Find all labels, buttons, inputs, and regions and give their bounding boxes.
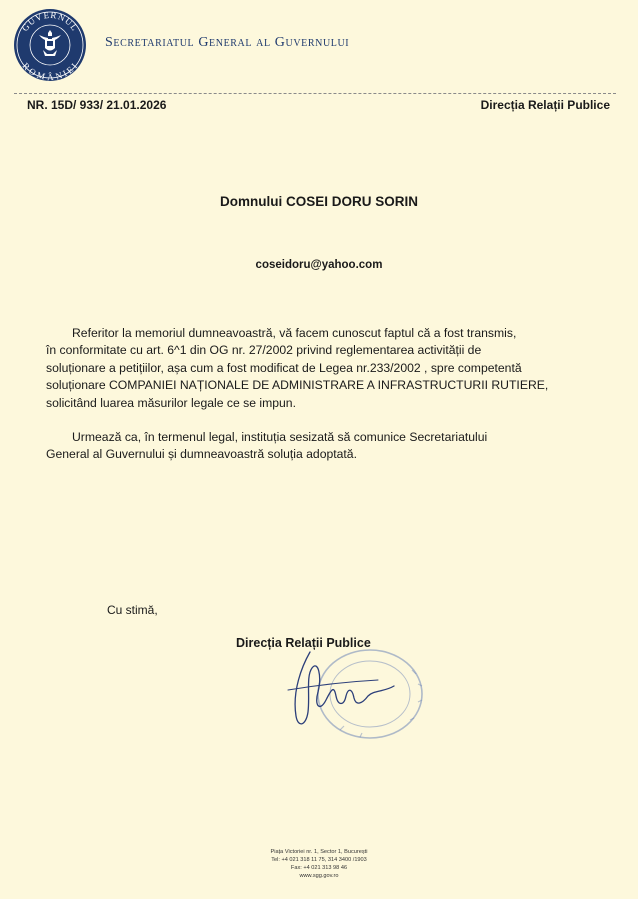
closing-salutation: Cu stimă, [107, 603, 158, 617]
handwritten-signature-icon [282, 646, 412, 736]
recipient-email: coseidoru@yahoo.com [255, 259, 383, 271]
organization-name: Secretariatul General al Guvernului [105, 35, 350, 50]
footer-address: Piața Victoriei nr. 1, Sector 1, București [270, 849, 368, 855]
body-paragraph-1 [46, 325, 592, 412]
seal-text-bottom: ROMÂNIEI [20, 60, 80, 82]
body-line: Referitor la memoriul dumneavoastră, vă facem cunoscut faptul că a fost transmis, [72, 326, 517, 340]
footer-website[interactable]: www.sgg.gov.ro [299, 873, 339, 879]
government-seal-icon [13, 8, 87, 82]
body-line: soluționare a petițiilor, așa cum a fost modificat de Legea nr.233/2002 , spre competentă [46, 360, 522, 375]
seal-text-top: GUVERNUL [19, 9, 81, 34]
body-line: soluționare COMPANIEI NAȚIONALE DE ADMINISTRARE A INFRASTRUCTURII RUTIERE, [46, 378, 549, 393]
reference-number: NR. 15D/ 933/ 21.01.2026 [27, 98, 167, 112]
header-divider [14, 93, 616, 94]
body-paragraph-2 [46, 429, 592, 464]
body-line: în conformitate cu art. 6^1 din OG nr. 27/2002 privind reglementarea activității de [46, 343, 482, 358]
body-line: solicitând luarea măsurilor legale ce se impun. [46, 395, 296, 410]
recipient-name: Domnului COSEI DORU SORIN [219, 194, 418, 209]
body-line: Urmează ca, în termenul legal, instituția sesizată să comunice Secretariatului [72, 430, 488, 445]
letter-body [46, 325, 592, 464]
body-line: General al Guvernului și dumneavoastră soluția adoptată. [46, 447, 357, 462]
letter-footer [0, 848, 638, 880]
signature-department: Direcția Relații Publice [236, 636, 371, 650]
footer-phone: Tel: +4 021 318 11 75, 314 3400 /1903 [271, 857, 367, 863]
footer-fax: Fax: +4 021 313 98 46 [290, 865, 348, 871]
department-header: Direcția Relații Publice [480, 98, 610, 112]
